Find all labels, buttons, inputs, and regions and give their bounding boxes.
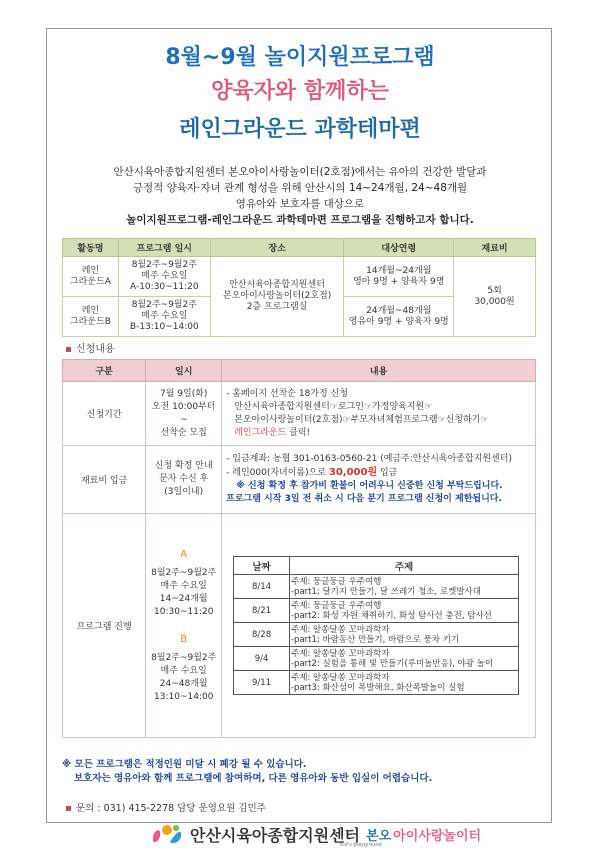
period-content: - 홈페이지 선착순 18가정 신청 안산시육아종합지원센터☞로그인☞가정양육지원☞ 본오아이사랑놀이터(2호점)☞부모자녀체험프로그램☞신청하기☞ 레인그라운드 클릭! — [222, 382, 536, 446]
schedule-date: 8/21 — [234, 599, 290, 623]
section-title: 신청내용 — [66, 340, 115, 355]
table-row — [234, 599, 519, 623]
payment-date: 신청 확정 안내 문자 수신 후 (3일이내) — [146, 446, 222, 514]
table-row — [63, 257, 536, 297]
header-place: 장소 — [210, 239, 344, 257]
activity-name-b: 레인 그라운드B — [63, 297, 119, 337]
notes — [62, 758, 432, 786]
progress-label: 프로그램 진행 — [63, 514, 146, 738]
table-row — [63, 514, 536, 738]
fee-cell: 5회 30,000원 — [454, 257, 536, 337]
table-row — [63, 446, 536, 514]
table-row — [234, 647, 519, 671]
schedule-topic: 주제: 알쏭달쏭 꼬마과학자 -part1: 바람동산 만들기, 바람으로 풍차 키기 — [289, 623, 518, 647]
progress-date: A 8월2주~9월2주 매주 수요일 14~24개월 10:30~11:20 B 8월2주~9월2주 매주 수요일 24~48개월 13:10~14:00 — [146, 514, 222, 738]
schedule-topic: 주제: 알쏭달쏭 꼬마과학자 -part3: 화산섬이 폭발해요, 화산폭발놀이 실험 — [289, 671, 518, 695]
group-a-label: A — [180, 548, 188, 560]
schedule-date: 9/4 — [234, 647, 290, 671]
schedule-date: 9/11 — [234, 671, 290, 695]
square-bullet-icon — [66, 347, 71, 352]
application-table — [62, 359, 536, 738]
age-a: 14개월~24개월 영아 9명 + 양육자 9명 — [344, 257, 454, 297]
note-line2: 보호자는 영유아와 함께 프로그램에 참여하며, 다른 영유아와 동반 입실이 어렵습니다. — [74, 773, 433, 784]
intro-line4: 놀이지원프로그램-레인그라운드 과학테마편 프로그램을 진행하고자 합니다. — [126, 214, 474, 226]
schedule-table — [233, 556, 519, 695]
schedule-date: 8/14 — [234, 575, 290, 599]
header-fee: 재료비 — [454, 239, 536, 257]
age-b: 24개월~48개월 영유아 9명 + 양육자 9명 — [344, 297, 454, 337]
center-name: 안산시육아종합지원센터 — [190, 825, 361, 845]
title-line1: 8월~9월 놀이지원프로그램 — [165, 45, 435, 70]
branch-name: 아이사랑놀이터 — [393, 828, 482, 844]
center-logo-icon — [150, 822, 184, 846]
header-datetime: 일시 — [146, 360, 222, 382]
header-age: 대상연령 — [344, 239, 454, 257]
fee-amount: 30,000원 — [328, 467, 378, 478]
schedule-topic: 주제: 둥글둥글 우주여행 -part2: 화성 자원 채취하기, 화성 탐사선 충전, 탐사선 — [289, 599, 518, 623]
table-row — [234, 671, 519, 695]
schedule-header-date: 날짜 — [234, 557, 290, 575]
payment-content: - 입금계좌: 농협 301-0163-0560-21 (예금주:안산시육아종합지원센터) - 레인000(자녀이름)으로 30,000원 입금 ※ 신청 확정 후 참가비 환불이 어려우니 신중한 신청 부탁드립니다. 프로그램 시작 3일 전 취소 시 다음 분기 프로그램 신청이 제한됩니다. — [222, 446, 536, 514]
intro-line3: 영유아와 보호자를 대상으로 — [235, 198, 365, 210]
period-label: 신청기간 — [63, 382, 146, 446]
header-schedule: 프로그램 일시 — [118, 239, 210, 257]
program-table-header — [63, 239, 536, 257]
progress-content — [222, 514, 536, 738]
table-row — [234, 575, 519, 599]
footer-logo — [150, 820, 481, 848]
header-category: 구분 — [63, 360, 146, 382]
schedule-header — [234, 557, 519, 575]
table-row — [234, 623, 519, 647]
square-bullet-icon — [66, 806, 71, 811]
table-row — [63, 382, 536, 446]
rainground-highlight: 레인그라운드 — [234, 427, 287, 438]
payment-label: 재료비 입금 — [63, 446, 146, 514]
schedule-date: 8/28 — [234, 623, 290, 647]
program-table — [62, 238, 536, 337]
contact-info: 문의 : 031) 415-2278 담당 운영요원 김민주 — [66, 800, 266, 814]
schedule-a: 8월2주~9월2주 매주 수요일 A-10:30~11:20 — [118, 257, 210, 297]
period-date: 7월 9일(화) 오전 10:00부터 ~ 선착순 모집 — [146, 382, 222, 446]
activity-name-a: 레인 그라운드A — [63, 257, 119, 297]
schedule-topic: 주제: 둥글둥글 우주여행 -part1: 달기지 만들기, 달 쓰레기 청소, 로켓발사대 — [289, 575, 518, 599]
title-line3: 레인그라운드 과학테마편 — [179, 117, 421, 142]
note-line1: ※ 모든 프로그램은 적정인원 미달 시 폐강 될 수 있습니다. — [62, 759, 307, 770]
branch-prefix: 본오 — [366, 828, 392, 844]
place-cell: 안산시육아종합지원센터 본오아이사랑놀이터(2호점) 2층 프로그램실 — [210, 257, 344, 337]
header-content: 내용 — [222, 360, 536, 382]
group-b-label: B — [180, 633, 188, 645]
schedule-topic: 주제: 알쏭달쏭 꼬마과학자 -part2: 실험을 통해 빛 만들기(루미놀반응), 야광 놀이 — [289, 647, 518, 671]
schedule-header-topic: 주제 — [289, 557, 518, 575]
title-line2: 양육자와 함께하는 — [211, 79, 389, 104]
header-activity: 활동명 — [63, 239, 119, 257]
intro-line2: 긍정적 양육자·자녀 관계 형성을 위해 안산시의 14~24개월, 24~48개월 — [132, 182, 468, 194]
logo-tagline: Kid's playground — [340, 842, 382, 848]
intro-line1: 안산시육아종합지원센터 본오아이사랑놀이터(2호점)에서는 유아의 건강한 발달과 — [113, 166, 487, 178]
application-table-header — [63, 360, 536, 382]
schedule-b: 8월2주~9월2주 매주 수요일 B-13:10~14:00 — [118, 297, 210, 337]
